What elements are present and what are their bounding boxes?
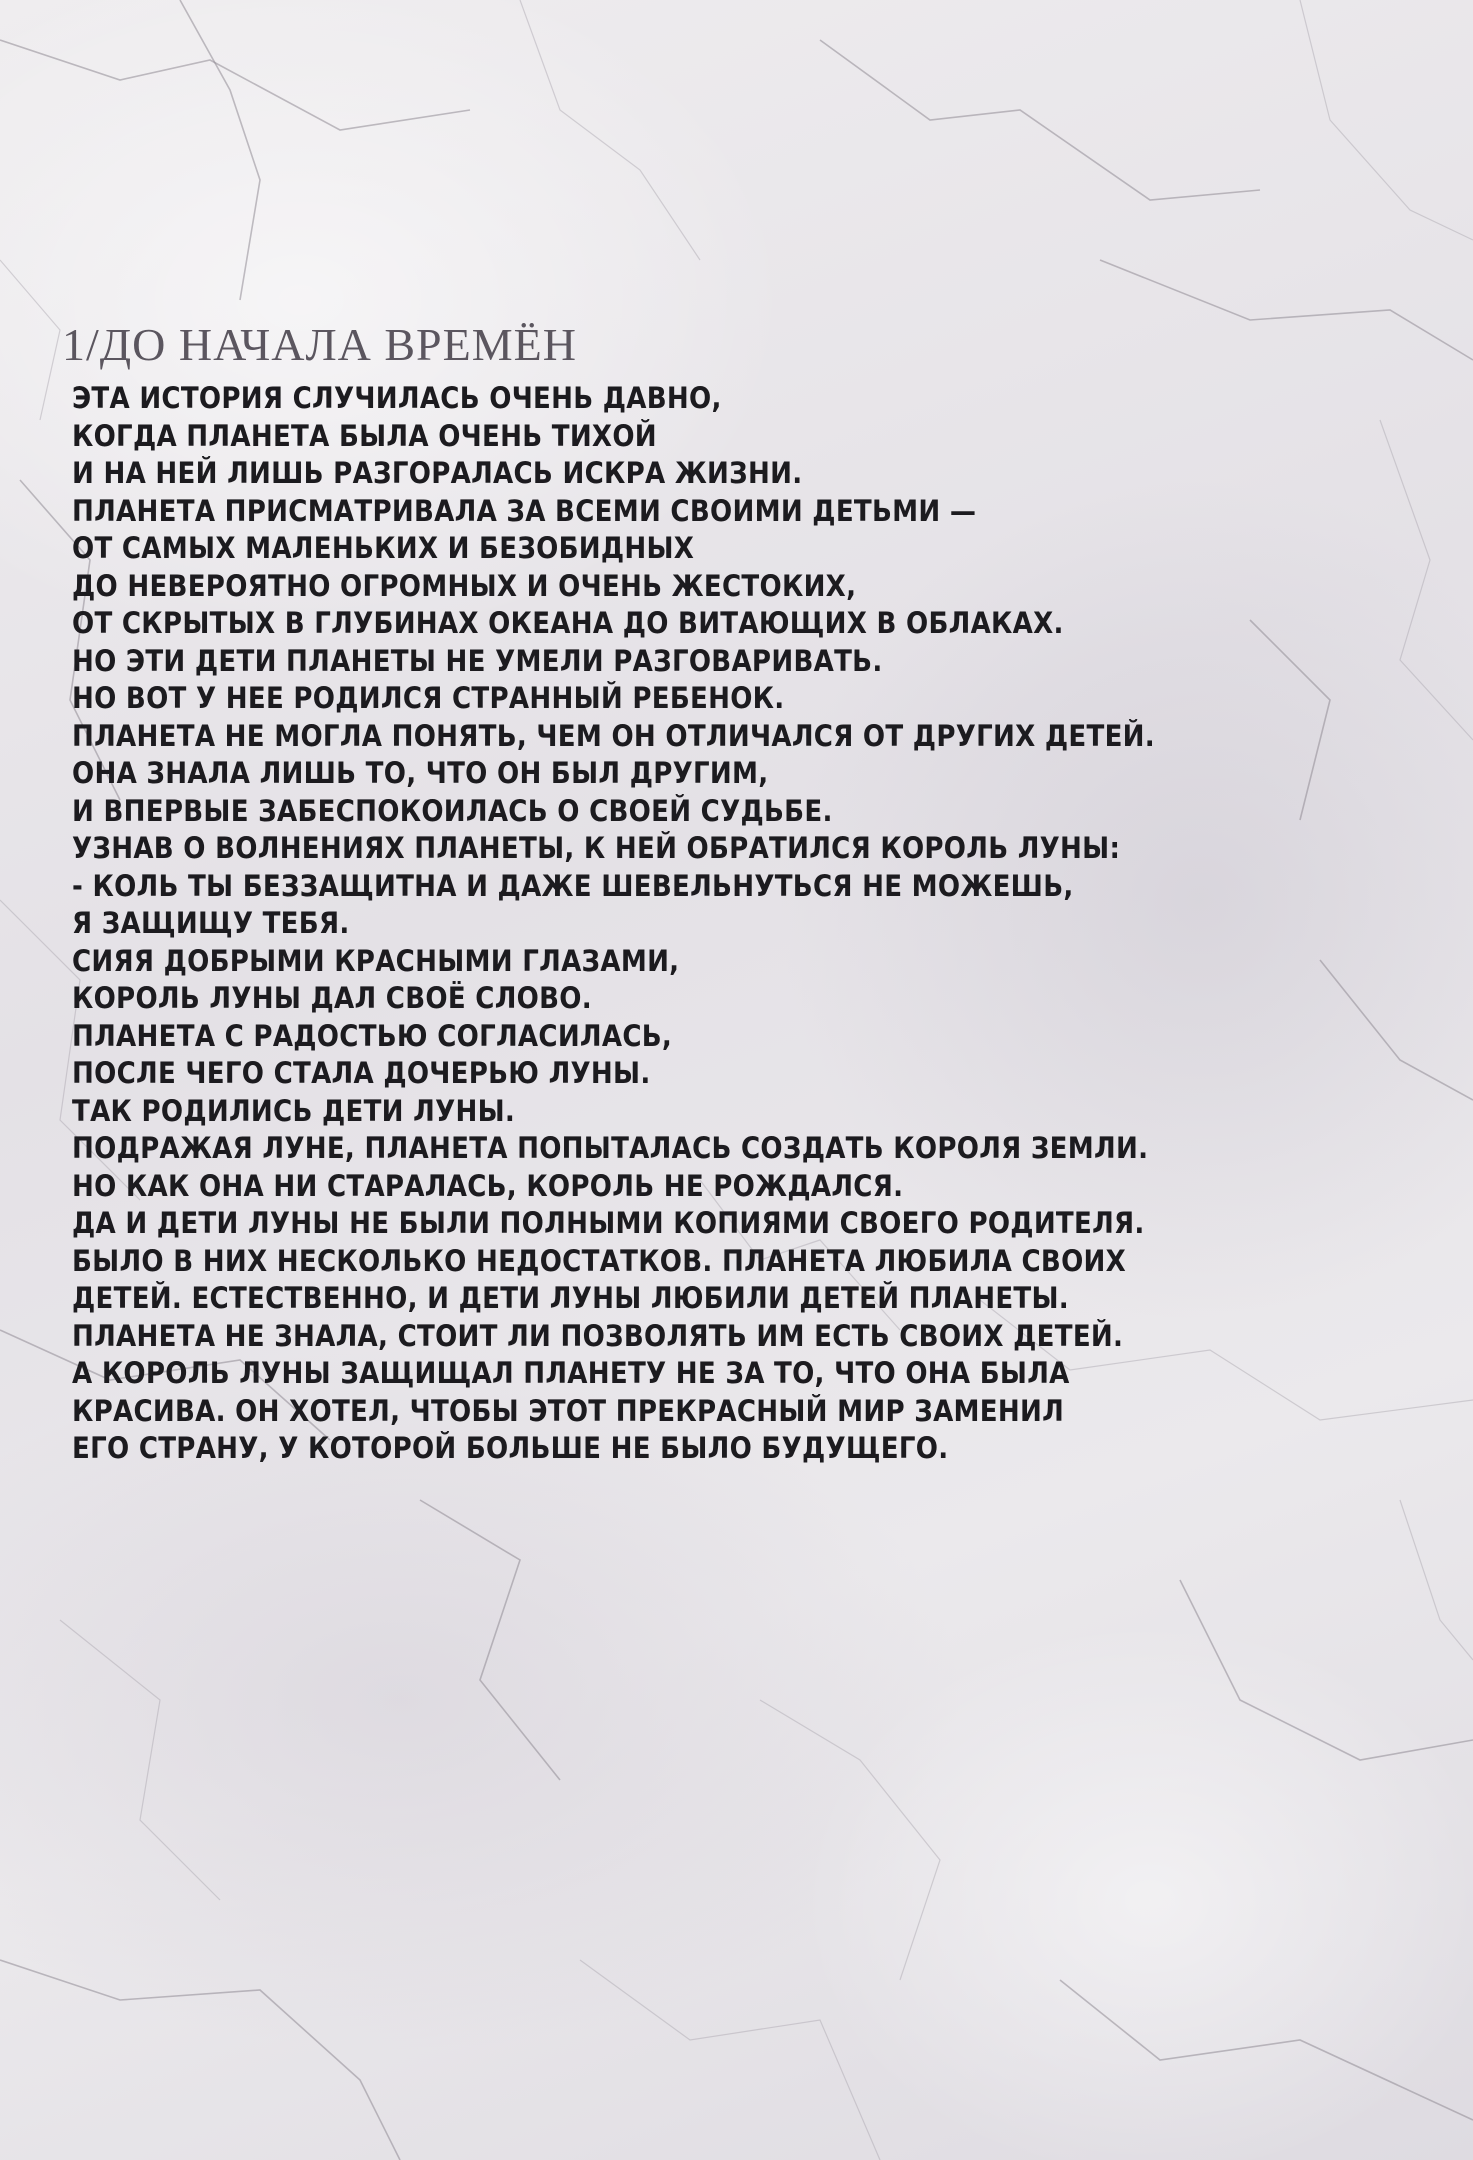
story-line: УЗНАВ О ВОЛНЕНИЯХ ПЛАНЕТЫ, К НЕЙ ОБРАТИЛСЯ КОРОЛЬ ЛУНЫ: — [72, 831, 1121, 865]
story-line: ОНА ЗНАЛА ЛИШЬ ТО, ЧТО ОН БЫЛ ДРУГИМ, — [72, 756, 769, 790]
story-line: ДА И ДЕТИ ЛУНЫ НЕ БЫЛИ ПОЛНЫМИ КОПИЯМИ СВОЕГО РОДИТЕЛЯ. — [72, 1206, 1145, 1240]
story-line: НО ЭТИ ДЕТИ ПЛАНЕТЫ НЕ УМЕЛИ РАЗГОВАРИВАТЬ. — [72, 643, 883, 678]
story-line: НО КАК ОНА НИ СТАРАЛАСЬ, КОРОЛЬ НЕ РОЖДАЛСЯ. — [72, 1168, 904, 1203]
story-text — [72, 380, 1392, 1468]
story-line: ЭТА ИСТОРИЯ СЛУЧИЛАСЬ ОЧЕНЬ ДАВНО, — [72, 381, 722, 415]
story-line: БЫЛО В НИХ НЕСКОЛЬКО НЕДОСТАТКОВ. ПЛАНЕТА ЛЮБИЛА СВОИХ — [72, 1243, 1127, 1278]
story-line: ТАК РОДИЛИСЬ ДЕТИ ЛУНЫ. — [72, 1093, 516, 1128]
chapter-title: 1/ДО НАЧАЛА ВРЕМЁН — [62, 319, 577, 370]
story-line: - КОЛЬ ТЫ БЕЗЗАЩИТНА И ДАЖЕ ШЕВЕЛЬНУТЬСЯ НЕ МОЖЕШЬ, — [72, 868, 1074, 903]
story-line: ПОСЛЕ ЧЕГО СТАЛА ДОЧЕРЬЮ ЛУНЫ. — [72, 1056, 651, 1090]
story-line: ДЕТЕЙ. ЕСТЕСТВЕННО, И ДЕТИ ЛУНЫ ЛЮБИЛИ ДЕТЕЙ ПЛАНЕТЫ. — [72, 1281, 1070, 1315]
story-line: ПЛАНЕТА ПРИСМАТРИВАЛА ЗА ВСЕМИ СВОИМИ ДЕТЬМИ — — [72, 493, 977, 528]
story-line: СИЯЯ ДОБРЫМИ КРАСНЫМИ ГЛАЗАМИ, — [72, 943, 680, 978]
story-line: Я ЗАЩИЩУ ТЕБЯ. — [72, 906, 350, 940]
story-line: КОГДА ПЛАНЕТА БЫЛА ОЧЕНЬ ТИХОЙ — [72, 418, 657, 453]
story-line: ОТ СКРЫТЫХ В ГЛУБИНАХ ОКЕАНА ДО ВИТАЮЩИХ В ОБЛАКАХ. — [72, 606, 1064, 640]
story-line: А КОРОЛЬ ЛУНЫ ЗАЩИЩАЛ ПЛАНЕТУ НЕ ЗА ТО, ЧТО ОНА БЫЛА — [72, 1356, 1070, 1390]
story-line: ПЛАНЕТА НЕ ЗНАЛА, СТОИТ ЛИ ПОЗВОЛЯТЬ ИМ ЕСТЬ СВОИХ ДЕТЕЙ. — [72, 1318, 1124, 1353]
story-line: ЕГО СТРАНУ, У КОТОРОЙ БОЛЬШЕ НЕ БЫЛО БУДУЩЕГО. — [72, 1431, 949, 1465]
story-line: ПЛАНЕТА С РАДОСТЬЮ СОГЛАСИЛАСЬ, — [72, 1018, 673, 1053]
story-line: ПОДРАЖАЯ ЛУНЕ, ПЛАНЕТА ПОПЫТАЛАСЬ СОЗДАТЬ КОРОЛЯ ЗЕМЛИ. — [72, 1131, 1149, 1165]
story-line: ПЛАНЕТА НЕ МОГЛА ПОНЯТЬ, ЧЕМ ОН ОТЛИЧАЛСЯ ОТ ДРУГИХ ДЕТЕЙ. — [72, 718, 1155, 753]
story-line: КОРОЛЬ ЛУНЫ ДАЛ СВОЁ СЛОВО. — [72, 981, 592, 1015]
story-line: ДО НЕВЕРОЯТНО ОГРОМНЫХ И ОЧЕНЬ ЖЕСТОКИХ, — [72, 568, 857, 603]
story-line: И ВПЕРВЫЕ ЗАБЕСПОКОИЛАСЬ О СВОЕЙ СУДЬБЕ. — [72, 793, 833, 828]
story-line: НО ВОТ У НЕЕ РОДИЛСЯ СТРАННЫЙ РЕБЕНОК. — [72, 681, 785, 715]
story-line: ОТ САМЫХ МАЛЕНЬКИХ И БЕЗОБИДНЫХ — [72, 531, 695, 565]
story-line: И НА НЕЙ ЛИШЬ РАЗГОРАЛАСЬ ИСКРА ЖИЗНИ. — [72, 456, 803, 490]
story-line: КРАСИВА. ОН ХОТЕЛ, ЧТОБЫ ЭТОТ ПРЕКРАСНЫЙ МИР ЗАМЕНИЛ — [72, 1393, 1065, 1428]
